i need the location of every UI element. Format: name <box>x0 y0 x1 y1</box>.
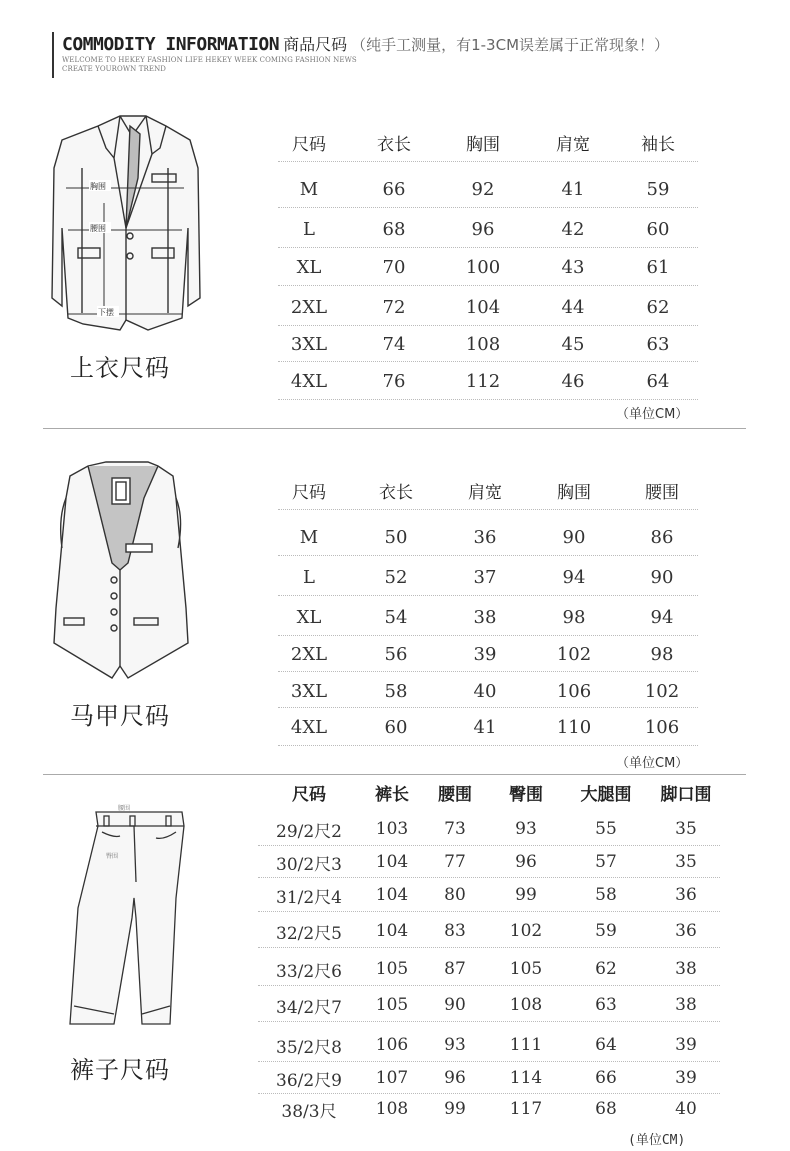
jacket-header-cell: 尺码 <box>292 134 326 155</box>
vest-row <box>278 558 698 596</box>
pants-illustration <box>58 798 208 1028</box>
jacket-cell: 100 <box>465 256 501 278</box>
pants-cell: 108 <box>375 1099 409 1119</box>
vest-cell: 94 <box>650 606 674 628</box>
pants-cell: 90 <box>444 995 466 1015</box>
header-subtitle-1: WELCOME TO HEKEY FASHION LIFE HEKEY WEEK COMING FASHION NEWS <box>62 56 357 64</box>
pants-cell: 104 <box>375 885 409 905</box>
jacket-row <box>278 248 698 286</box>
section-divider-1 <box>43 428 746 429</box>
jacket-cell: 76 <box>382 370 406 392</box>
vest-cell: 106 <box>644 716 680 738</box>
vest-row <box>278 636 698 672</box>
pants-cell: 38 <box>675 959 697 979</box>
pants-cell: 33/2尺6 <box>276 961 342 982</box>
jacket-row <box>278 326 698 362</box>
jacket-cell: L <box>303 218 315 240</box>
jacket-section-label: 上衣尺码 <box>70 354 170 382</box>
pants-cell: 36 <box>675 885 697 905</box>
jacket-cell: XL <box>296 256 322 278</box>
pants-cell: 38 <box>675 995 697 1015</box>
jacket-cell: 68 <box>382 218 406 240</box>
jacket-cell: 108 <box>465 333 501 355</box>
pants-cell: 63 <box>595 995 617 1015</box>
pants-cell: 38/3尺 <box>281 1101 337 1122</box>
pants-cell: 83 <box>444 921 466 941</box>
jacket-cell: 62 <box>646 296 670 318</box>
vest-cell: 90 <box>650 566 674 588</box>
pants-cell: 39 <box>675 1068 697 1088</box>
vest-cell: 2XL <box>290 643 328 665</box>
pants-cell: 39 <box>675 1035 697 1055</box>
jacket-waist-label: 腰围 <box>90 224 106 233</box>
jacket-cell: 72 <box>382 296 406 318</box>
vest-cell: M <box>299 526 319 548</box>
vest-cell: 90 <box>562 526 586 548</box>
jacket-unit-label: （单位CM） <box>616 407 689 422</box>
pants-waist-label: 腰围 <box>118 805 131 812</box>
pants-cell: 58 <box>595 885 617 905</box>
vest-cell: 110 <box>556 716 592 738</box>
pants-size-table <box>258 776 720 1122</box>
pants-row <box>258 952 720 986</box>
vest-cell: 38 <box>473 606 497 628</box>
vest-header-cell: 衣长 <box>379 482 413 503</box>
vest-cell: 56 <box>384 643 408 665</box>
pants-cell: 64 <box>595 1035 617 1055</box>
vest-header-cell: 肩宽 <box>468 482 502 503</box>
vest-cell: 98 <box>562 606 586 628</box>
jacket-cell: 59 <box>646 178 670 200</box>
jacket-cell: 74 <box>382 333 406 355</box>
pants-cell: 117 <box>509 1099 543 1119</box>
pants-cell: 57 <box>595 852 617 872</box>
vest-section-label: 马甲尺码 <box>70 702 170 730</box>
vest-cell: 41 <box>473 716 497 738</box>
vest-cell: 37 <box>473 566 497 588</box>
vest-cell: 4XL <box>290 716 328 738</box>
jacket-size-table <box>278 122 698 400</box>
jacket-cell: 46 <box>561 370 585 392</box>
jacket-cell: 2XL <box>290 296 328 318</box>
pants-row <box>258 812 720 846</box>
vest-unit-label: （单位CM） <box>616 756 689 771</box>
pants-cell: 102 <box>509 921 543 941</box>
jacket-row <box>278 288 698 326</box>
pants-cell: 106 <box>375 1035 409 1055</box>
section-divider-2 <box>43 774 746 775</box>
pants-cell: 59 <box>595 921 617 941</box>
vest-header-cell: 尺码 <box>292 482 326 503</box>
pants-header-cell: 臀围 <box>509 784 543 805</box>
pants-row <box>258 878 720 912</box>
vest-cell: 106 <box>556 680 592 702</box>
pants-cell: 31/2尺4 <box>276 887 342 908</box>
pants-row <box>258 914 720 948</box>
pants-cell: 87 <box>444 959 466 979</box>
pants-cell: 105 <box>375 959 409 979</box>
jacket-cell: 70 <box>382 256 406 278</box>
vest-header-cell: 腰围 <box>645 482 679 503</box>
pants-header-cell: 腰围 <box>438 784 472 805</box>
pants-cell: 55 <box>595 819 617 839</box>
vest-cell: 98 <box>650 643 674 665</box>
vest-cell: 86 <box>650 526 674 548</box>
pants-cell: 104 <box>375 852 409 872</box>
pants-cell: 103 <box>375 819 409 839</box>
pants-cell: 35 <box>675 852 697 872</box>
pants-cell: 68 <box>595 1099 617 1119</box>
pants-cell: 93 <box>444 1035 466 1055</box>
pants-cell: 35/2尺8 <box>276 1037 342 1058</box>
pants-cell: 99 <box>444 1099 466 1119</box>
vest-row <box>278 708 698 746</box>
jacket-hem-label: 下摆 <box>98 308 114 317</box>
measurement-note: （纯手工测量，有1-3CM误差属于正常现象！） <box>351 36 670 54</box>
jacket-cell: 45 <box>561 333 585 355</box>
pants-cell: 32/2尺5 <box>276 923 342 944</box>
chinese-title: 商品尺码 <box>283 35 348 54</box>
jacket-row <box>278 170 698 208</box>
header-subtitle-2: CREATE YOUROWN TREND <box>62 65 167 73</box>
jacket-cell: 42 <box>561 218 585 240</box>
jacket-header-cell: 衣长 <box>377 134 411 155</box>
pants-cell: 93 <box>515 819 537 839</box>
pants-row <box>258 1062 720 1094</box>
pants-unit-label: (单位CM) <box>628 1133 686 1148</box>
jacket-cell: 92 <box>471 178 495 200</box>
vest-cell: L <box>303 566 315 588</box>
pants-cell: 36 <box>675 921 697 941</box>
jacket-cell: 3XL <box>290 333 328 355</box>
pants-section-label: 裤子尺码 <box>70 1056 170 1084</box>
pants-cell: 96 <box>444 1068 466 1088</box>
pants-cell: 73 <box>444 819 466 839</box>
pants-cell: 36/2尺9 <box>276 1070 342 1091</box>
pants-cell: 114 <box>509 1068 543 1088</box>
pants-cell: 40 <box>675 1099 697 1119</box>
jacket-cell: 4XL <box>290 370 328 392</box>
jacket-cell: 43 <box>561 256 585 278</box>
vest-cell: 102 <box>556 643 592 665</box>
pants-hip-label: 臀围 <box>106 853 119 860</box>
header-title-line <box>62 32 669 55</box>
pants-cell: 62 <box>595 959 617 979</box>
jacket-header-row <box>278 122 698 162</box>
vest-row <box>278 598 698 636</box>
jacket-header-cell: 袖长 <box>641 134 675 155</box>
vest-row <box>278 674 698 708</box>
jacket-cell: 60 <box>646 218 670 240</box>
vest-header-cell: 胸围 <box>557 482 591 503</box>
header-accent-bar <box>52 32 54 78</box>
vest-cell: 94 <box>562 566 586 588</box>
vest-cell: 3XL <box>290 680 328 702</box>
jacket-cell: 96 <box>471 218 495 240</box>
vest-header-row <box>278 470 698 510</box>
pants-row <box>258 1094 720 1124</box>
jacket-cell: 41 <box>561 178 585 200</box>
jacket-cell: 112 <box>465 370 501 392</box>
vest-illustration <box>48 458 193 680</box>
pants-header-row <box>258 776 720 808</box>
jacket-cell: 44 <box>561 296 585 318</box>
jacket-header-cell: 胸围 <box>466 134 500 155</box>
pants-cell: 99 <box>515 885 537 905</box>
vest-cell: 58 <box>384 680 408 702</box>
pants-cell: 29/2尺2 <box>276 821 342 842</box>
vest-cell: 102 <box>644 680 680 702</box>
jacket-chest-label: 胸围 <box>90 182 106 191</box>
vest-cell: 52 <box>384 566 408 588</box>
vest-row <box>278 518 698 556</box>
pants-cell: 77 <box>444 852 466 872</box>
pants-cell: 105 <box>375 995 409 1015</box>
vest-cell: 40 <box>473 680 497 702</box>
jacket-illustration <box>48 108 203 338</box>
jacket-header-cell: 肩宽 <box>556 134 590 155</box>
pants-cell: 66 <box>595 1068 617 1088</box>
jacket-cell: 64 <box>646 370 670 392</box>
vest-cell: 54 <box>384 606 408 628</box>
vest-cell: XL <box>296 606 322 628</box>
vest-cell: 60 <box>384 716 408 738</box>
pants-cell: 30/2尺3 <box>276 854 342 875</box>
vest-cell: 36 <box>473 526 497 548</box>
pants-cell: 111 <box>509 1035 543 1055</box>
pants-cell: 34/2尺7 <box>276 997 342 1018</box>
pants-header-cell: 脚口围 <box>660 784 712 805</box>
pants-cell: 80 <box>444 885 466 905</box>
vest-cell: 50 <box>384 526 408 548</box>
jacket-row <box>278 362 698 400</box>
jacket-cell: M <box>299 178 319 200</box>
english-title: COMMODITY INFORMATION <box>62 34 280 55</box>
pants-cell: 96 <box>515 852 537 872</box>
jacket-cell: 104 <box>465 296 501 318</box>
pants-cell: 104 <box>375 921 409 941</box>
pants-header-cell: 尺码 <box>292 784 326 805</box>
pants-cell: 35 <box>675 819 697 839</box>
pants-cell: 108 <box>509 995 543 1015</box>
vest-size-table <box>278 470 698 748</box>
jacket-cell: 61 <box>646 256 670 278</box>
jacket-row <box>278 210 698 248</box>
pants-cell: 105 <box>509 959 543 979</box>
pants-cell: 107 <box>375 1068 409 1088</box>
pants-row <box>258 846 720 878</box>
jacket-cell: 63 <box>646 333 670 355</box>
pants-header-cell: 大腿围 <box>580 784 632 805</box>
vest-cell: 39 <box>473 643 497 665</box>
jacket-cell: 66 <box>382 178 406 200</box>
pants-row <box>258 1028 720 1062</box>
pants-row <box>258 988 720 1022</box>
pants-header-cell: 裤长 <box>375 784 409 805</box>
